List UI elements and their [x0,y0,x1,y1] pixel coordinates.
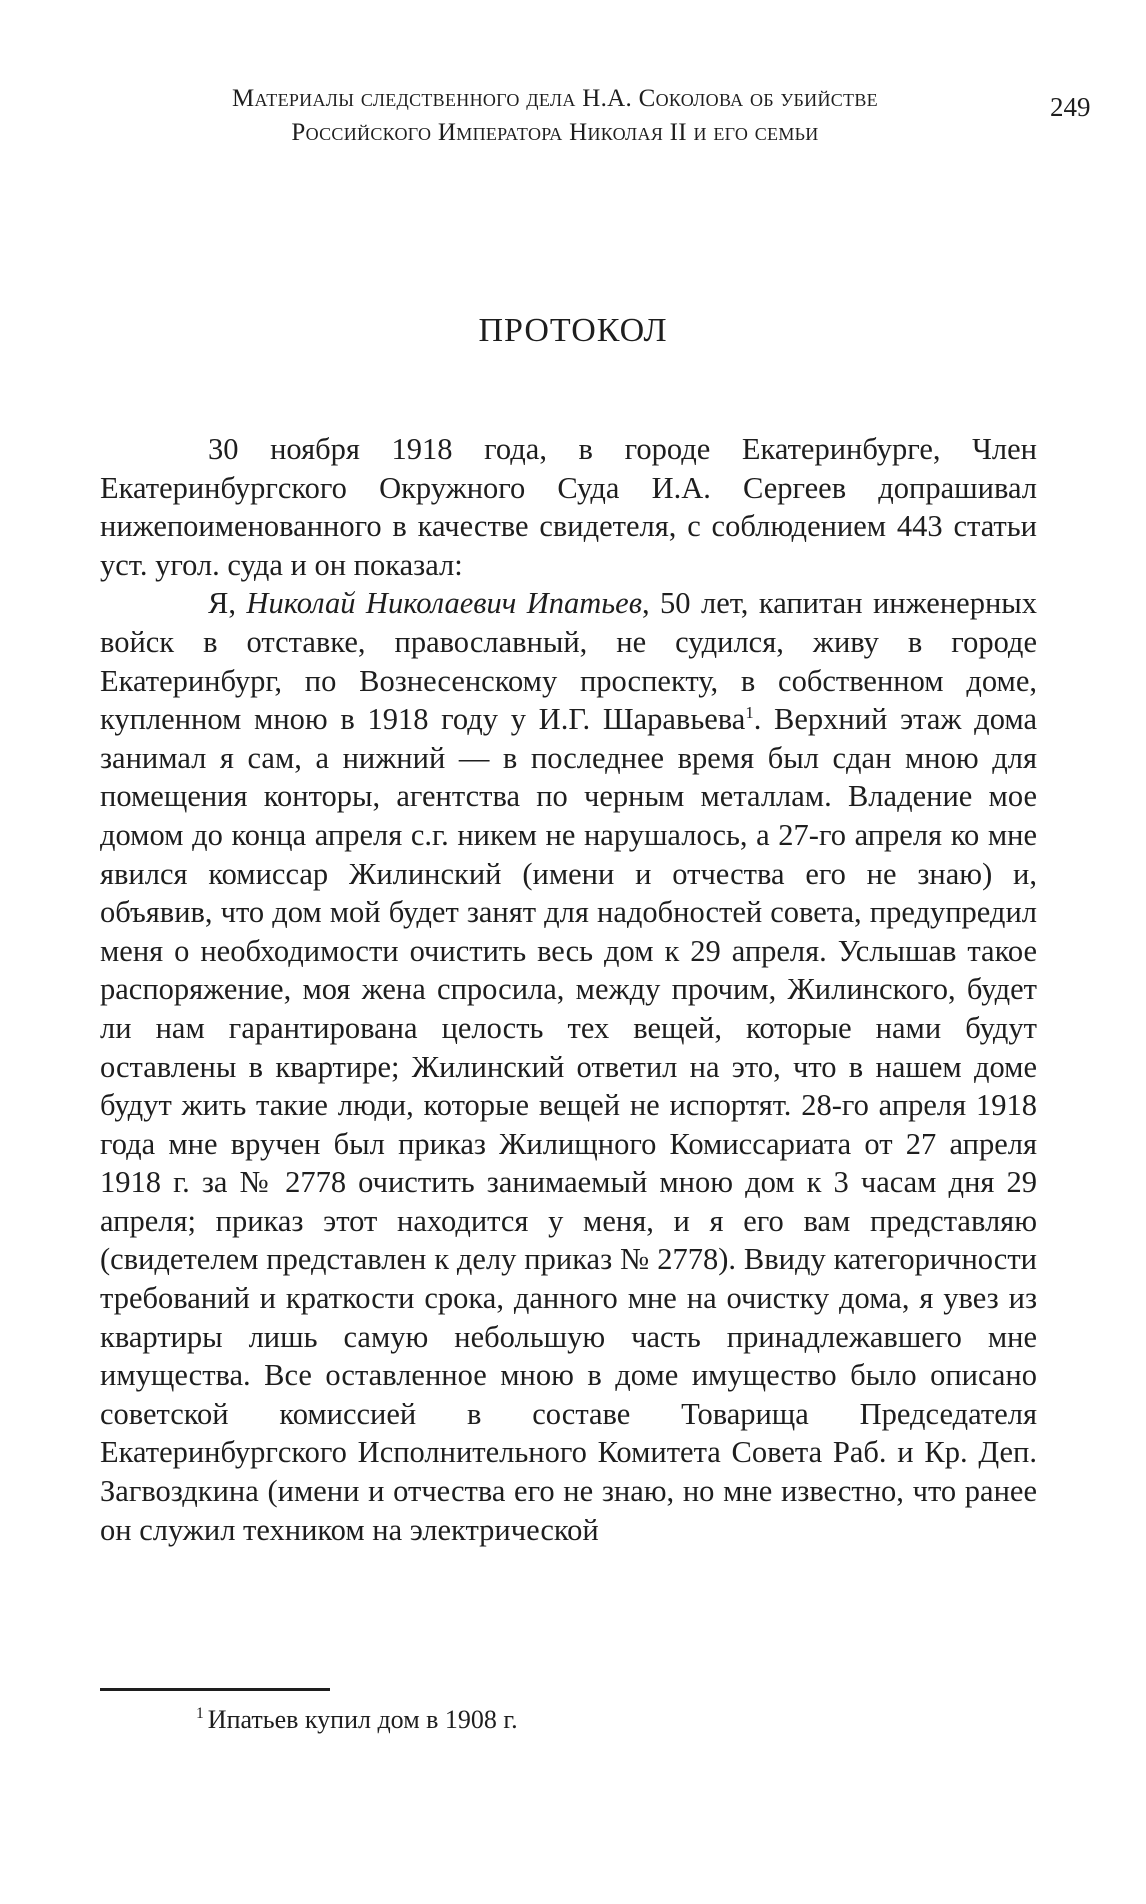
running-head-line-1: Материалы следственного дела Н.А. Соколова об убийстве [232,85,878,112]
testimony-text-part-1: , 50 лет, капитан инженерных войск в отставке, православный, не судился, живу в городе Екатеринбург, по Вознесенскому проспекту, в собственном доме, купленном мною в 1918 году у И.Г. Шаравьева [100,586,1038,737]
footnote-number: 1 [196,1705,204,1723]
testimony-opening: Я, [208,586,247,621]
witness-name: Николай Николаевич Ипатьев [246,586,642,621]
footnote-divider [100,1688,330,1691]
paragraph-intro: 30 ноября 1918 года, в городе Екатеринбурге, Член Екатеринбургского Окружного Суда И.А. Сергеев допрашивал нижепоименованного в качестве свидетеля, с соблюдением 443 статьи уст. угол. суда и он показал: [100,432,1037,582]
footnote-marker[interactable]: 1 [745,703,754,722]
page-number: 249 [1050,92,1091,122]
footnote-text: Ипатьев купил дом в 1908 г. [207,1705,518,1734]
paragraph-testimony [100,584,1037,1549]
running-head-line-2: Российского Императора Николая II и его семьи [291,119,819,146]
document-title: ПРОТОКОЛ [478,312,668,349]
testimony-text-part-2: . Верхний этаж дома занимал я сам, а нижний — в последнее время был сдан мною для помещения конторы, агентства по черным металлам. Владение мое домом до конца апреля с.г. никем не нарушалось, а 27-го апреля ко мне явился комиссар Жилинский (имени и отчества его не знаю) и, объявив, что дом мой будет занят для надобностей совета, предупредил меня о необходимости очистить весь дом к 29 апреля. Услышав такое распоряжение, моя жена спросила, между прочим, Жилинского, будет ли нам гарантирована целость тех вещей, которые нами будут оставлены в квартире; Жилинский ответил на это, что в нашем доме будут жить такие люди, которые вещей не испортят. 28-го апреля 1918 года мне вручен был приказ Жилищного Комиссариата от 27 апреля 1918 г. за № 2778 очистить занимаемый мною дом к 3 часам дня 29 апреля; приказ этот находится у меня, и я его вам представляю (свидетелем представлен к делу приказ № 2778). Ввиду категоричности требований и краткости срока, данного мне на очистку дома, я увез из квартиры лишь самую небольшую часть принадлежавшего мне имущества. Все оставленное мною в доме имущество было описано советской комиссией в составе Товарища Председателя Екатеринбургского Исполнительного Комитета Совета Раб. и Кр. Деп. Загвоздкина (имени и отчества его не знаю, но мне известно, что ранее он служил техником на электрической [100,702,1037,1547]
running-head [140,82,970,150]
body-text [100,430,1037,1549]
footnote [196,1704,518,1736]
